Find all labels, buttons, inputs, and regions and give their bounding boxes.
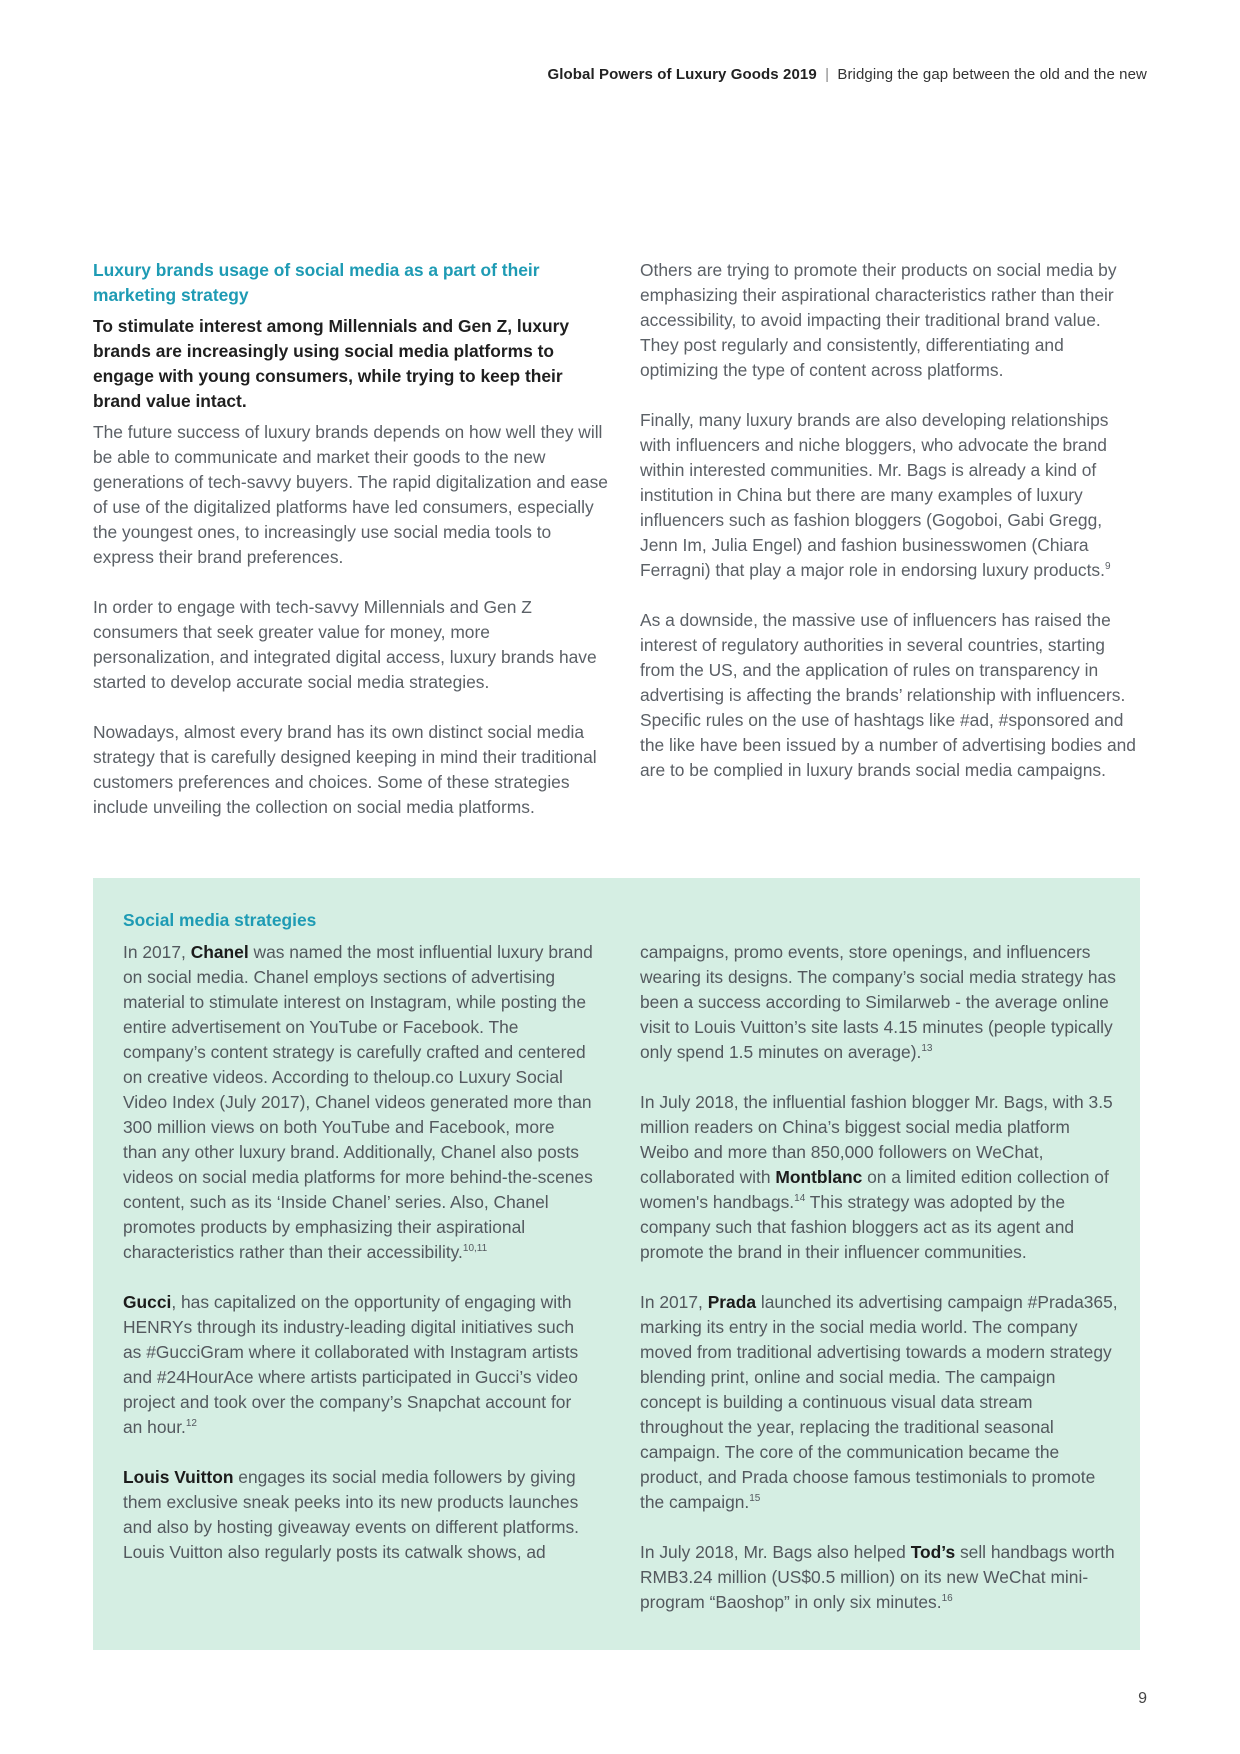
running-header [547,66,1147,83]
paragraph-text: Finally, many luxury brands are also developing relationships with influencers and niche bloggers, who advocate the brand within interested communities. Mr. Bags is already a kind of institution in China but there are many examples of luxury influencers such as fashion bloggers (Gogoboi, Gabi Gregg, Jenn Im, Julia Engel) and fashion businesswomen (Chiara Ferragni) that play a major role in endorsing luxury products. [640,410,1109,580]
paragraph-text: engages its social media followers by giving them exclusive sneak peeks into its new products launches and also by hosting giveaway events on different platforms. Louis Vuitton also regularly posts its catwalk shows, ad [123,1467,579,1562]
paragraph-text: sell handbags worth RMB3.24 million (US$0.5 million) on its new WeChat mini-program “Baoshop” in only six minutes. [640,1542,1115,1612]
paragraph-text: launched its advertising campaign #Prada365, marking its entry in the social media world. The company moved from traditional advertising towards a modern strategy blending print, online and social media. The campaign concept is building a continuous visual data stream throughout the year, replacing the traditional seasonal campaign. The core of the communication became the product, and Prada choose famous testimonials to promote the campaign. [640,1292,1118,1512]
brand-name: Montblanc [775,1167,863,1187]
footnote-ref: 10,11 [462,1243,488,1255]
section-heading: Luxury brands usage of social media as a part of their marketing strategy [93,260,540,305]
publication-title: Global Powers of Luxury Goods 2019 [547,66,817,83]
footnote-ref: 14 [794,1193,806,1205]
paragraph-text: In 2017, [640,1292,708,1312]
paragraph-text: In 2017, [123,942,191,962]
paragraph-text: In July 2018, Mr. Bags also helped [640,1542,911,1562]
main-right-column [640,258,1140,783]
social-media-strategies-box [93,878,1140,1650]
footnote-ref: 9 [1104,561,1111,573]
body-paragraph: In order to engage with tech-savvy Millennials and Gen Z consumers that seek greater value for money, more personalization, and integrated digital access, luxury brands have started to develop accurate social media strategies. [93,597,597,692]
brand-name: Prada [707,1292,757,1312]
box-heading: Social media strategies [123,910,317,930]
brand-name: Chanel [190,942,249,962]
header-separator: | [825,66,830,83]
paragraph-text: This strategy was adopted by the company such that fashion bloggers act as its agent and promote the brand in their influencer communities. [640,1192,1075,1262]
body-paragraph: The future success of luxury brands depends on how well they will be able to communicate and market their goods to the new generations of tech-savvy buyers. The rapid digitalization and ease of use of the digitalized platforms have led consumers, especially the youngest ones, to increasingly use social media tools to express their brand preferences. [93,422,608,567]
tods-paragraph [640,1540,1120,1615]
paragraph-text: , has capitalized on the opportunity of engaging with HENRYs through its industry-leading digital initiatives such as #GucciGram where it collaborated with Instagram artists and #24HourAce where artists participated in Gucci’s video project and took over the company’s Snapchat account for an hour. [123,1292,579,1437]
brand-name: Gucci [123,1292,172,1312]
lead-paragraph: To stimulate interest among Millennials and Gen Z, luxury brands are increasingly using social media platforms to engage with young consumers, while trying to keep their brand value intact. [93,316,570,411]
main-left-column [93,258,613,820]
footnote-ref: 13 [921,1043,933,1055]
paragraph-text: was named the most influential luxury brand on social media. Chanel employs sections of advertising material to stimulate interest on Instagram, while posting the entire advertisement on YouTube or Facebook. The company’s content strategy is carefully crafted and centered on creative videos. According to theloup.co Luxury Social Video Index (July 2017), Chanel videos generated more than 300 million views on both YouTube and Facebook, more than any other luxury brand. Additionally, Chanel also posts videos on social media platforms for more behind-the-scenes content, such as its ‘Inside Chanel’ series. Also, Chanel promotes products by emphasizing their aspirational characteristics rather than their accessibility. [123,942,593,1262]
prada-paragraph [640,1290,1120,1515]
paragraph-text: campaigns, promo events, store openings, and influencers wearing its designs. The company’s social media strategy has been a success according to Similarweb - the average online visit to Louis Vuitton’s site lasts 4.15 minutes (people typically only spend 1.5 minutes on average). [640,942,1116,1062]
paragraph-text: on a limited edition collection of women's handbags. [640,1167,1109,1212]
footnote-ref: 15 [749,1493,761,1505]
footnote-ref: 16 [941,1593,953,1605]
body-paragraph: As a downside, the massive use of influencers has raised the interest of regulatory authorities in several countries, starting from the US, and the application of rules on transparency in advertising is affecting the brands’ relationship with influencers. Specific rules on the use of hashtags like #ad, #sponsored and the like have been issued by a number of advertising bodies and are to be complied in luxury brands social media campaigns. [640,610,1136,780]
body-paragraph [640,408,1140,583]
gucci-paragraph [123,1290,593,1440]
montblanc-paragraph [640,1090,1120,1265]
louis-vuitton-paragraph [123,1465,593,1565]
brand-name: Louis Vuitton [123,1467,234,1487]
louis-vuitton-paragraph-continued [640,940,1120,1065]
section-title: Bridging the gap between the old and the new [837,66,1147,83]
footnote-ref: 12 [185,1418,197,1430]
paragraph-text: In July 2018, the influential fashion blogger Mr. Bags, with 3.5 million readers on China’s biggest social media platform Weibo and more than 850,000 followers on WeChat, collaborated with [640,1092,1113,1187]
box-left-column [123,908,593,1565]
body-paragraph: Nowadays, almost every brand has its own distinct social media strategy that is carefully designed keeping in mind their traditional customers preferences and choices. Some of these strategies include unveiling the collection on social media platforms. [93,722,597,817]
chanel-paragraph [123,940,593,1265]
brand-name: Tod’s [910,1542,956,1562]
box-right-column [640,940,1120,1615]
body-paragraph: Others are trying to promote their products on social media by emphasizing their aspirational characteristics rather than their accessibility, to avoid impacting their traditional brand value. They post regularly and consistently, differentiating and optimizing the type of content across platforms. [640,260,1117,380]
page-number: 9 [1138,1690,1147,1707]
